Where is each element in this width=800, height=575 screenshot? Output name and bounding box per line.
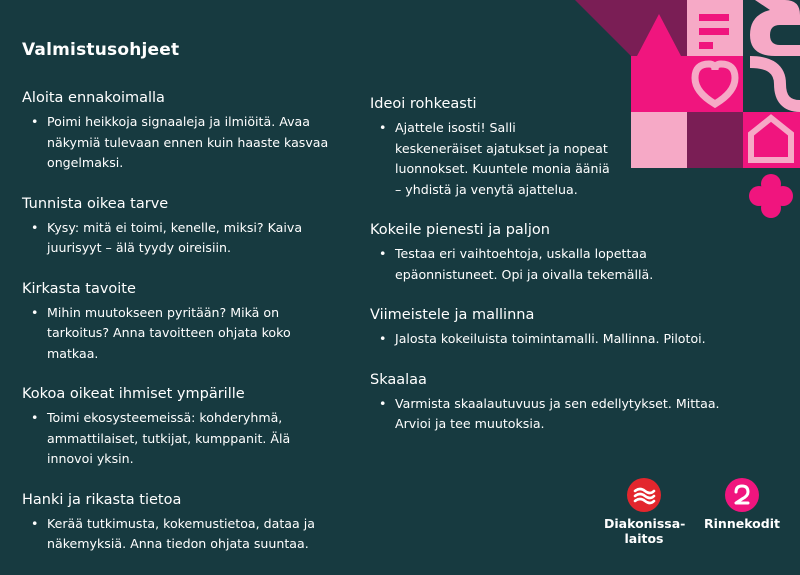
section-heading: Kirkasta tavoite bbox=[22, 280, 136, 297]
section-heading: Viimeistele ja mallinna bbox=[370, 307, 535, 323]
bar-shape bbox=[699, 28, 729, 35]
square-shape bbox=[631, 112, 687, 168]
bullet-list bbox=[22, 514, 352, 555]
bullet-item: • Ajattele isosti! Salli keskeneräiset ajatukset ja nopeat luonnokset. Kuuntele monia ääniä – yhdistä ja venytä ajattelua. bbox=[370, 118, 770, 200]
bullet-list bbox=[370, 244, 770, 285]
bullet-list bbox=[22, 112, 352, 174]
diakonissalaitos-name: Diakonissa- laitos bbox=[604, 516, 686, 546]
rinnekodit-logo bbox=[704, 478, 780, 531]
section-heading: Ideoi rohkeasti bbox=[370, 96, 477, 112]
bar-shape bbox=[699, 42, 713, 49]
decorative-pattern bbox=[575, 0, 800, 225]
page-title: Valmistusohjeet bbox=[22, 40, 180, 60]
bullet-item: • Kysy: mitä ei toimi, kenelle, miksi? Kaiva juurisyyt – älä tyydy oireisiin. bbox=[22, 218, 352, 259]
bullet-list bbox=[370, 329, 770, 350]
bullet-item: • Jalosta kokeiluista toimintamalli. Mallinna. Pilotoi. bbox=[370, 329, 770, 350]
diakonissalaitos-logo bbox=[604, 478, 684, 546]
section-heading: Kokoa oikeat ihmiset ympärille bbox=[22, 386, 245, 402]
bullet-item: • Kerää tutkimusta, kokemustietoa, dataa ja näkemyksiä. Anna tiedon ohjata suuntaa. bbox=[22, 514, 352, 555]
section-tunnista bbox=[22, 194, 352, 259]
section-heading: Skaalaa bbox=[370, 371, 427, 388]
bullet-item: • Testaa eri vaihtoehtoja, uskalla lopettaa epäonnistuneet. Opi ja oivalla tekemällä. bbox=[370, 244, 770, 285]
square-shape bbox=[687, 168, 743, 224]
bullet-item: • Mihin muutokseen pyritään? Mikä on tarkoitus? Anna tavoitteen ohjata koko matkaa. bbox=[22, 303, 352, 365]
section-kokoa bbox=[22, 384, 352, 470]
bullet-list bbox=[22, 303, 352, 365]
bullet-list bbox=[370, 394, 770, 435]
flower-icon bbox=[749, 174, 793, 218]
left-column bbox=[22, 88, 352, 575]
section-hanki bbox=[22, 490, 352, 555]
rinnekodit-name: Rinnekodit bbox=[704, 516, 780, 531]
square-shape bbox=[631, 56, 687, 112]
section-aloita bbox=[22, 88, 352, 174]
section-skaalaa bbox=[370, 370, 770, 435]
section-heading: Aloita ennakoimalla bbox=[22, 90, 165, 106]
section-kirkasta bbox=[22, 279, 352, 365]
triangle-shape bbox=[575, 0, 631, 56]
section-heading: Kokeile pienesti ja paljon bbox=[370, 222, 550, 238]
bullet-item: • Poimi heikkoja signaaleja ja ilmiöitä. Avaa näkymiä tulevaan ennen kuin haaste kasvaa ongelmaksi. bbox=[22, 112, 352, 174]
bullet-list bbox=[22, 408, 352, 470]
bar-shape bbox=[699, 14, 729, 21]
bullet-list bbox=[22, 218, 352, 259]
rinnekodit-emblem-icon bbox=[725, 478, 759, 512]
section-viimeistele bbox=[370, 305, 770, 350]
diakonissalaitos-emblem-icon bbox=[627, 478, 661, 512]
bullet-item: • Toimi ekosysteemeissä: kohderyhmä, ammattilaiset, tutkijat, kumppanit. Älä innovoi yksin. bbox=[22, 408, 352, 470]
square-shape bbox=[687, 112, 743, 168]
section-kokeile bbox=[370, 220, 770, 285]
section-heading: Hanki ja rikasta tietoa bbox=[22, 491, 182, 508]
section-heading: Tunnista oikea tarve bbox=[22, 195, 169, 212]
wave-shape bbox=[750, 0, 800, 56]
bullet-item: • Varmista skaalautuvuus ja sen edellytykset. Mittaa. Arvioi ja tee muutoksia. bbox=[370, 394, 770, 435]
